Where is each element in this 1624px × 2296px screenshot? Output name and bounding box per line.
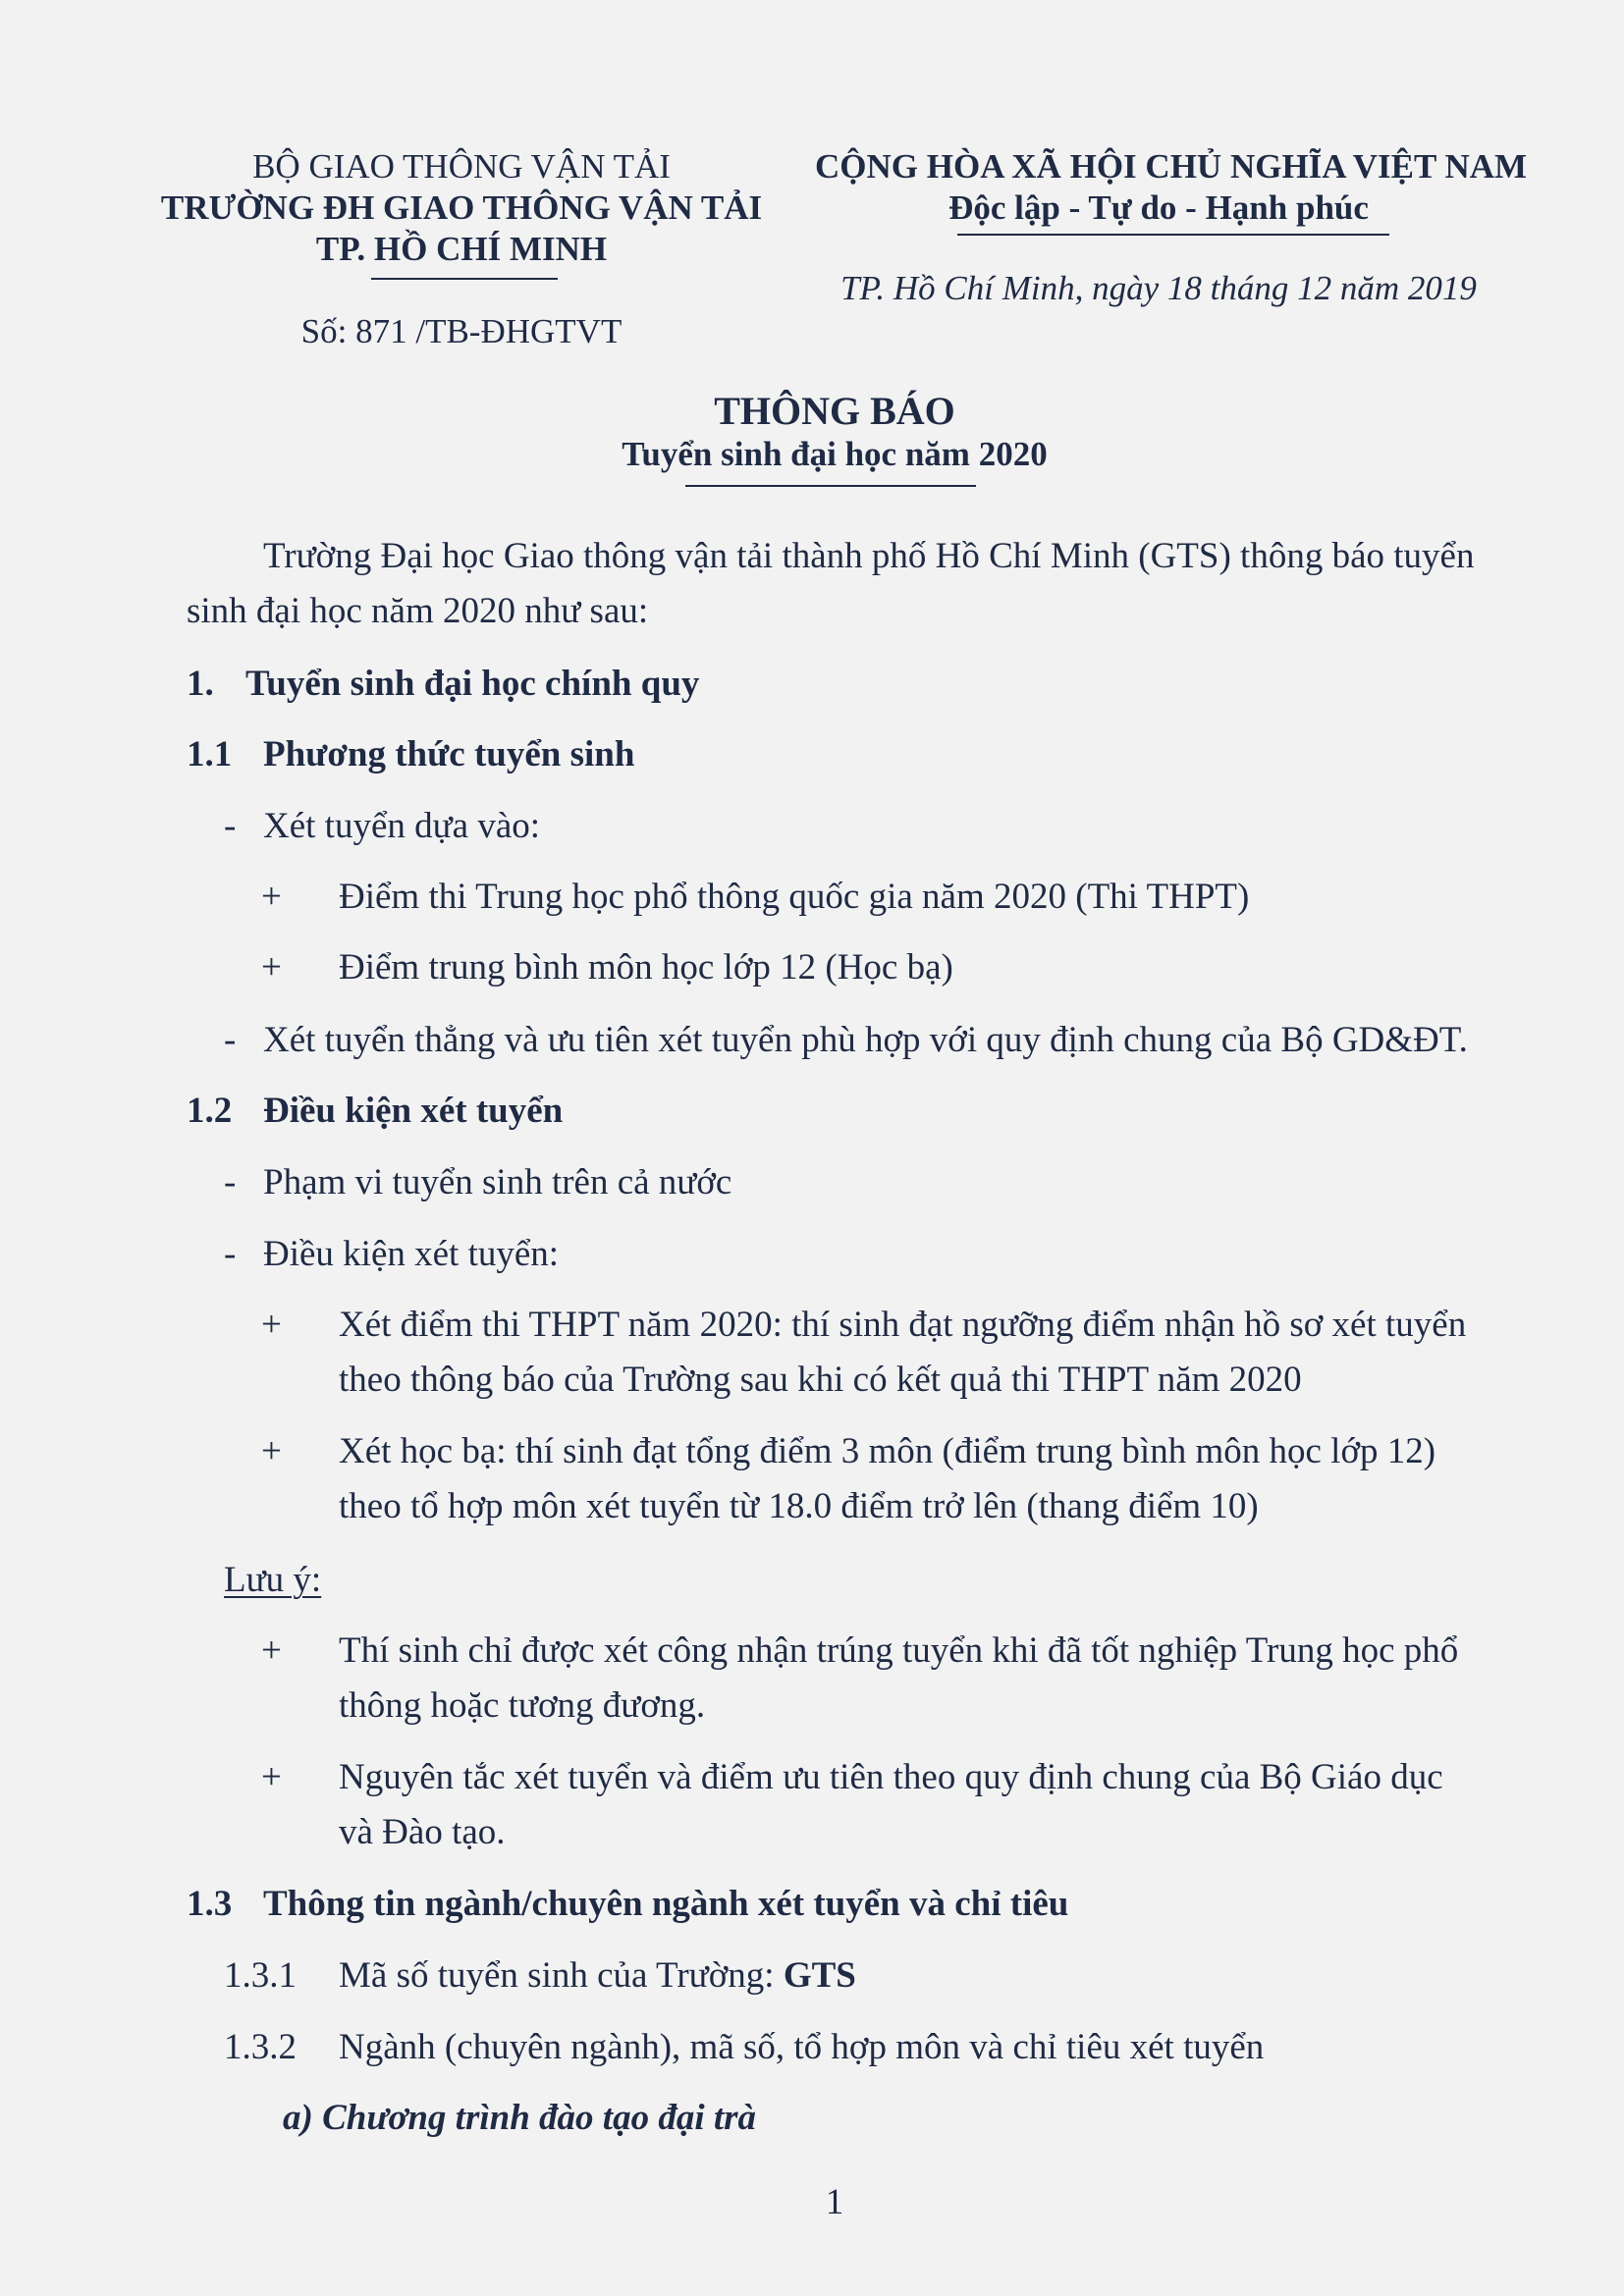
- s1-1-dash2: Xét tuyển thẳng và ưu tiên xét tuyển phù hợp với quy định chung của Bộ GD&ĐT.: [263, 1020, 1468, 1060]
- s1-3-1-text: Mã số tuyển sinh của Trường:: [339, 1955, 784, 1996]
- dash-bullet: -: [224, 1162, 237, 1202]
- school-name-line2: TP. HỒ CHÍ MINH: [315, 230, 608, 268]
- s1-2-title: Điều kiện xét tuyển: [263, 1091, 564, 1131]
- header-left-rule: [371, 278, 558, 280]
- s1-2-plus2-line2: theo tổ hợp môn xét tuyển từ 18.0 điểm trở lên (thang điểm 10): [339, 1486, 1259, 1526]
- s1-1-dash1: Xét tuyển dựa vào:: [263, 806, 541, 846]
- note-label: Lưu ý:: [224, 1560, 322, 1600]
- s1-2-plus1-line1: Xét điểm thi THPT năm 2020: thí sinh đạt ngưỡng điểm nhận hồ sơ xét tuyển: [339, 1305, 1467, 1345]
- note1-line1: Thí sinh chỉ được xét công nhận trúng tuyển khi đã tốt nghiệp Trung học phổ: [339, 1630, 1459, 1671]
- header-right-rule: [957, 234, 1389, 236]
- school-code: GTS: [783, 1955, 856, 1996]
- s1-3-title: Thông tin ngành/chuyên ngành xét tuyển và chỉ tiêu: [263, 1884, 1069, 1924]
- dash-bullet: -: [224, 1020, 237, 1060]
- s1-3-2-text: Ngành (chuyên ngành), mã số, tổ hợp môn và chỉ tiêu xét tuyển: [339, 2027, 1265, 2067]
- plus-bullet: +: [261, 947, 282, 988]
- s1-1-title: Phương thức tuyển sinh: [263, 734, 635, 774]
- plus-bullet: +: [261, 1431, 282, 1471]
- intro-line2: sinh đại học năm 2020 như sau:: [187, 591, 649, 631]
- s1-2-dash1: Phạm vi tuyển sinh trên cả nước: [263, 1162, 732, 1202]
- note1-line2: thông hoặc tương đương.: [339, 1685, 706, 1726]
- document-title: THÔNG BÁO: [714, 389, 955, 433]
- title-rule: [685, 485, 976, 487]
- s1-3-1-number: 1.3.1: [224, 1955, 297, 1996]
- s1-1-plus2: Điểm trung bình môn học lớp 12 (Học bạ): [339, 947, 953, 988]
- plus-bullet: +: [261, 1757, 282, 1797]
- place-date: TP. Hồ Chí Minh, ngày 18 tháng 12 năm 2019: [840, 269, 1477, 307]
- program-a-heading: a) Chương trình đào tạo đại trà: [283, 2098, 757, 2138]
- s1-3-2-number: 1.3.2: [224, 2027, 297, 2067]
- s1-1-plus1: Điểm thi Trung học phổ thông quốc gia năm 2020 (Thi THPT): [339, 877, 1250, 917]
- s1-1-number: 1.1: [187, 734, 233, 774]
- s1-3-number: 1.3: [187, 1884, 233, 1924]
- s1-2-dash2: Điều kiện xét tuyển:: [263, 1234, 560, 1274]
- plus-bullet: +: [261, 1305, 282, 1345]
- ministry-name: BỘ GIAO THÔNG VẬN TẢI: [252, 147, 671, 186]
- document-subtitle: Tuyển sinh đại học năm 2020: [622, 435, 1048, 473]
- s1-2-plus1-line2: theo thông báo của Trường sau khi có kết quả thi THPT năm 2020: [339, 1360, 1302, 1400]
- national-motto: Độc lập - Tự do - Hạnh phúc: [948, 188, 1369, 227]
- school-name-line1: TRƯỜNG ĐH GIAO THÔNG VẬN TẢI: [160, 188, 763, 227]
- dash-bullet: -: [224, 806, 237, 846]
- plus-bullet: +: [261, 877, 282, 917]
- page-number: 1: [825, 2182, 844, 2222]
- document-number: Số: 871 /TB-ĐHGTVT: [300, 312, 623, 350]
- national-title: CỘNG HÒA XÃ HỘI CHỦ NGHĨA VIỆT NAM: [815, 147, 1528, 186]
- note2-line2: và Đào tạo.: [339, 1812, 506, 1852]
- section1-title: Tuyển sinh đại học chính quy: [245, 664, 700, 704]
- s1-2-number: 1.2: [187, 1091, 233, 1131]
- plus-bullet: +: [261, 1630, 282, 1671]
- dash-bullet: -: [224, 1234, 237, 1274]
- note2-line1: Nguyên tắc xét tuyển và điểm ưu tiên theo quy định chung của Bộ Giáo dục: [339, 1757, 1443, 1797]
- s1-3-1-line: [339, 1954, 856, 1997]
- section1-number: 1.: [187, 664, 214, 704]
- intro-line1: Trường Đại học Giao thông vận tải thành phố Hồ Chí Minh (GTS) thông báo tuyển: [263, 536, 1475, 576]
- s1-2-plus2-line1: Xét học bạ: thí sinh đạt tổng điểm 3 môn (điểm trung bình môn học lớp 12): [339, 1431, 1436, 1471]
